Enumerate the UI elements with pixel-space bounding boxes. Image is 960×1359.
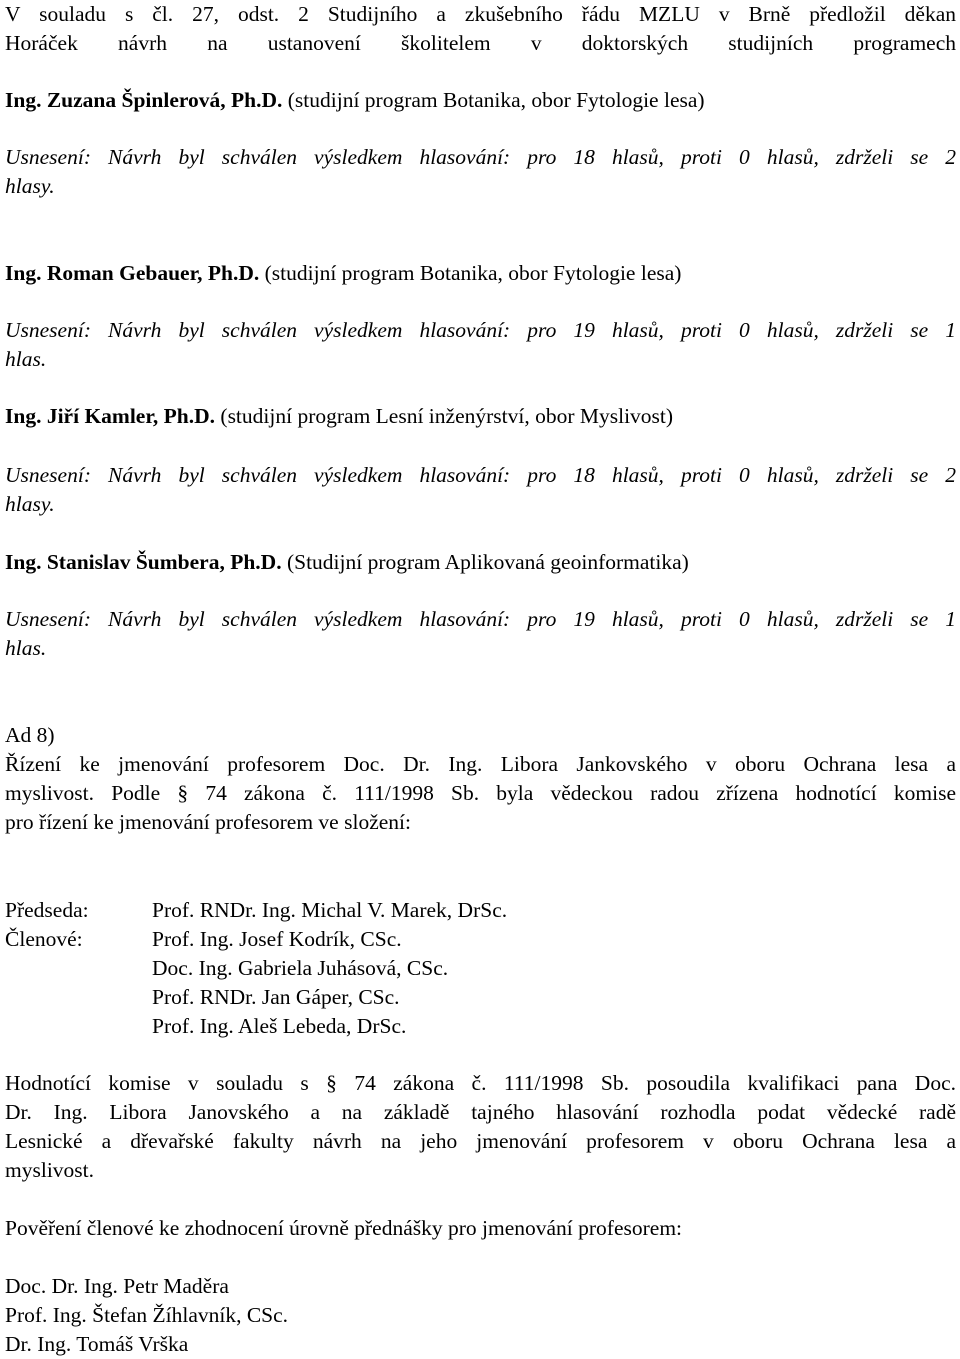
- nominee-program: (studijní program Botanika, obor Fytologie lesa): [282, 88, 705, 112]
- chair-label: Předseda:: [5, 898, 89, 922]
- evaluation-line-4: myslivost.: [5, 1158, 95, 1182]
- section-text-line-1: Řízení ke jmenování profesorem Doc. Dr. Ing. Libora Jankovského v oboru Ochrana lesa a: [5, 752, 956, 776]
- evaluation-line-2: Dr. Ing. Libora Janovského a na základě tajného hlasování rozhodla podat vědecké radě: [5, 1100, 956, 1124]
- resolution-line-1: Usnesení: Návrh byl schválen výsledkem hlasování: pro 19 hlasů, proti 0 hlasů, zdrželi se 1: [5, 607, 956, 631]
- nominee-program: (Studijní program Aplikovaná geoinformatika): [281, 550, 689, 574]
- resolution-line-1: Usnesení: Návrh byl schválen výsledkem hlasování: pro 19 hlasů, proti 0 hlasů, zdrželi se 1: [5, 318, 956, 342]
- lecture-member: Dr. Ing. Tomáš Vrška: [5, 1332, 189, 1356]
- nominee-heading: [5, 406, 956, 428]
- intro-line-2: Horáček návrh na ustanovení školitelem v doktorských studijních programech: [5, 31, 956, 55]
- nominee-heading: [5, 263, 956, 285]
- committee-member: Prof. Ing. Josef Kodrík, CSc.: [152, 927, 402, 951]
- resolution-line-2: hlas.: [5, 347, 47, 371]
- section-heading: Ad 8): [5, 723, 55, 747]
- committee-member: Doc. Ing. Gabriela Juhásová, CSc.: [152, 956, 449, 980]
- intro-line-1: V souladu s čl. 27, odst. 2 Studijního a zkušebního řádu MZLU v Brně předložil děkan: [5, 2, 956, 26]
- resolution-line-1: Usnesení: Návrh byl schválen výsledkem hlasování: pro 18 hlasů, proti 0 hlasů, zdrželi se 2: [5, 463, 956, 487]
- section-text-line-2: myslivost. Podle § 74 zákona č. 111/1998 Sb. byla vědeckou radou zřízena hodnotící komise: [5, 781, 956, 805]
- evaluation-line-1: Hodnotící komise v souladu s § 74 zákona č. 111/1998 Sb. posoudila kvalifikaci pana Doc.: [5, 1071, 956, 1095]
- nominee-heading: [5, 552, 956, 574]
- members-label: Členové:: [5, 927, 83, 951]
- resolution-line-1: Usnesení: Návrh byl schválen výsledkem hlasování: pro 18 hlasů, proti 0 hlasů, zdrželi se 2: [5, 145, 956, 169]
- evaluation-line-3: Lesnické a dřevařské fakulty návrh na jeho jmenování profesorem v oboru Ochrana lesa a: [5, 1129, 956, 1153]
- nominee-program: (studijní program Lesní inženýrství, obor Myslivost): [215, 404, 674, 428]
- lecture-member: Doc. Dr. Ing. Petr Maděra: [5, 1274, 229, 1298]
- committee-member: Prof. Ing. Aleš Lebeda, DrSc.: [152, 1014, 407, 1038]
- resolution-line-2: hlas.: [5, 636, 47, 660]
- section-text-line-3: pro řízení ke jmenování profesorem ve složení:: [5, 810, 411, 834]
- lecture-heading: Pověření členové ke zhodnocení úrovně přednášky pro jmenování profesorem:: [5, 1216, 683, 1240]
- nominee-program: (studijní program Botanika, obor Fytologie lesa): [259, 261, 682, 285]
- chair-name: Prof. RNDr. Ing. Michal V. Marek, DrSc.: [152, 898, 508, 922]
- resolution-line-2: hlasy.: [5, 174, 55, 198]
- nominee-name: Ing. Stanislav Šumbera, Ph.D.: [5, 550, 282, 574]
- committee-member: Prof. RNDr. Jan Gáper, CSc.: [152, 985, 400, 1009]
- nominee-heading: [5, 90, 956, 112]
- nominee-name: Ing. Roman Gebauer, Ph.D.: [5, 261, 260, 285]
- nominee-name: Ing. Jiří Kamler, Ph.D.: [5, 404, 216, 428]
- nominee-name: Ing. Zuzana Špinlerová, Ph.D.: [5, 88, 283, 112]
- resolution-line-2: hlasy.: [5, 492, 55, 516]
- lecture-member: Prof. Ing. Štefan Žíhlavník, CSc.: [5, 1303, 289, 1327]
